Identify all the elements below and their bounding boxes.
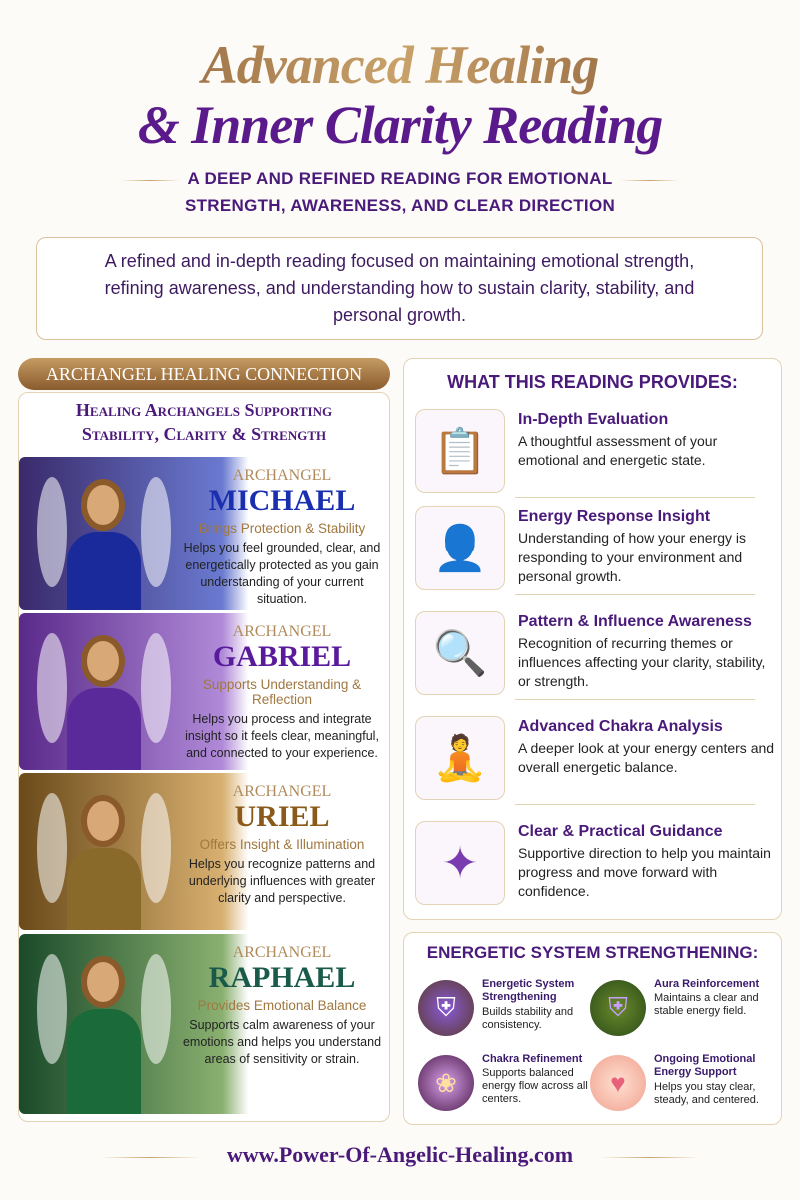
- strengthening-item-title: Ongoing Emotional Energy Support: [654, 1053, 756, 1078]
- archangel-uriel: [19, 773, 389, 930]
- archangel-tagline: Brings Protection & Stability: [198, 521, 366, 536]
- archangel-tagline: Offers Insight & Illumination: [199, 837, 365, 852]
- archangel-prefix: ARCHANGEL: [232, 467, 332, 484]
- strengthening-item-title: Energetic System Strengthening: [482, 978, 575, 1003]
- strengthening-title: ENERGETIC SYSTEM STRENGTHENING:: [426, 943, 759, 962]
- divider: [515, 497, 755, 498]
- aura-shield-icon: ⛨: [590, 980, 646, 1036]
- provides-item: [415, 607, 775, 703]
- strengthening-item: [418, 1055, 603, 1130]
- archangel-description: Supports calm awareness of your emotions and helps you understand areas of sensitivity or strain.: [182, 1018, 382, 1066]
- subtitle-line-1: A DEEP AND REFINED READING FOR EMOTIONAL: [187, 169, 613, 188]
- provides-item: [415, 502, 775, 598]
- provides-item-title: In-Depth Evaluation: [518, 411, 669, 428]
- meditation-chakra-icon: 🧘: [415, 716, 505, 800]
- archangel-description: Helps you process and integrate insight so it feels clear, meaningful, and connected to your experience.: [185, 712, 379, 760]
- archangel-prefix: ARCHANGEL: [232, 783, 332, 800]
- strengthening-item: [590, 980, 775, 1055]
- archangel-prefix: ARCHANGEL: [232, 623, 332, 640]
- strengthening-item-title: Chakra Refinement: [482, 1053, 583, 1065]
- provides-item: [415, 712, 775, 808]
- archangel-illustration: [59, 954, 149, 1114]
- provides-item-title: Pattern & Influence Awareness: [518, 613, 752, 630]
- strengthening-item-title: Aura Reinforcement: [654, 978, 760, 990]
- provides-item-desc: Recognition of recurring themes or influences affecting your clarity, stability, or strength.: [518, 635, 766, 689]
- archangel-description: Helps you recognize patterns and underlying influences with greater clarity and perspective.: [188, 857, 376, 905]
- divider: [515, 699, 755, 700]
- archangel-name: RAPHAEL: [208, 961, 356, 994]
- strengthening-item-desc: Maintains a clear and stable energy field.: [654, 992, 759, 1017]
- clipboard-checklist-icon: 📋: [415, 409, 505, 493]
- section-banner: ARCHANGEL HEALING CONNECTION: [18, 358, 390, 390]
- provides-title: WHAT THIS READING PROVIDES:: [447, 372, 738, 392]
- provides-item: [415, 817, 775, 913]
- heading-line-2: Stability, Clarity & Strength: [81, 424, 327, 444]
- title-line-2: & Inner Clarity Reading: [137, 95, 663, 155]
- strengthening-item-desc: Helps you stay clear, steady, and centered.: [654, 1081, 759, 1106]
- heading-line-1: Healing Archangels Supporting: [75, 400, 333, 420]
- strengthening-item: [418, 980, 603, 1055]
- provides-item-desc: Supportive direction to help you maintain progress and move forward with confidence.: [518, 845, 771, 899]
- lotus-icon: ❀: [418, 1055, 474, 1111]
- strengthening-item-desc: Builds stability and consistency.: [482, 1006, 574, 1031]
- title-line-1: Advanced Healing: [0, 34, 800, 96]
- intro-box: A refined and in-depth reading focused on maintaining emotional strength, refining awareness, and understanding how to sustain clarity, stability, and personal growth.: [36, 237, 763, 340]
- archangel-name: GABRIEL: [212, 640, 352, 673]
- archangel-name: MICHAEL: [208, 484, 356, 517]
- heart-hands-icon: ♥: [590, 1055, 646, 1111]
- archangel-raphael: [19, 934, 389, 1114]
- archangel-michael: [19, 457, 389, 610]
- head-energy-icon: 👤: [415, 506, 505, 590]
- subtitle-line-2: STRENGTH, AWARENESS, AND CLEAR DIRECTION: [184, 196, 616, 215]
- archangel-description: Helps you feel grounded, clear, and energetically protected as you gain understanding of your current situation.: [183, 541, 381, 606]
- provides-item-title: Clear & Practical Guidance: [518, 823, 723, 840]
- archangel-illustration: [59, 793, 149, 930]
- website-link[interactable]: www.Power-Of-Angelic-Healing.com: [226, 1142, 574, 1167]
- archangel-gabriel: [19, 613, 389, 770]
- provides-item-title: Advanced Chakra Analysis: [518, 718, 723, 735]
- archangel-illustration: [59, 477, 149, 610]
- archangel-illustration: [59, 633, 149, 770]
- provides-item-desc: Understanding of how your energy is responding to your environment and personal growth.: [518, 530, 747, 584]
- compass-icon: ✦: [415, 821, 505, 905]
- strengthening-item: [590, 1055, 775, 1130]
- provides-item-desc: A thoughtful assessment of your emotional and energetic state.: [518, 433, 718, 468]
- archangel-heading: [18, 398, 390, 446]
- provides-item-desc: A deeper look at your energy centers and overall energetic balance.: [518, 740, 775, 775]
- archangel-name: URIEL: [234, 800, 330, 833]
- provides-item-title: Energy Response Insight: [518, 508, 711, 525]
- provides-item: [415, 405, 775, 501]
- shield-icon: ⛨: [418, 980, 474, 1036]
- divider: [515, 594, 755, 595]
- archangel-tagline: Supports Understanding & Reflection: [202, 677, 362, 707]
- archangel-prefix: ARCHANGEL: [232, 944, 332, 961]
- archangel-tagline: Provides Emotional Balance: [197, 998, 367, 1013]
- magnifier-icon: 🔍: [415, 611, 505, 695]
- divider: [515, 804, 755, 805]
- strengthening-item-desc: Supports balanced energy flow across all centers.: [482, 1067, 588, 1105]
